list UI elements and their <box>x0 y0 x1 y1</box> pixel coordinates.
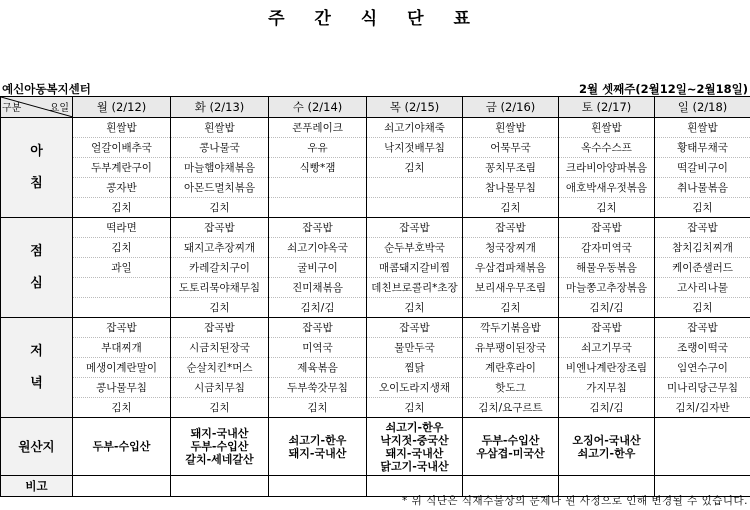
menu-cell: 가지무침 <box>559 378 655 398</box>
menu-cell: 조랭이떡국 <box>655 338 750 358</box>
menu-cell: 찜닭 <box>367 358 463 378</box>
menu-cell: 김치 <box>73 398 171 418</box>
menu-cell: 쇠고기무국 <box>559 338 655 358</box>
menu-cell: 김치 <box>655 298 750 318</box>
origin-cell <box>367 418 463 476</box>
meal-row <box>1 398 750 418</box>
menu-cell: 김치 <box>269 398 367 418</box>
day-header: 수 (2/14) <box>269 97 367 118</box>
origin-line: 돼지-국내산 <box>385 446 444 460</box>
menu-cell: 낙지젓배무침 <box>367 138 463 158</box>
menu-cell: 흰쌀밥 <box>171 118 269 138</box>
menu-cell: 케이준샐러드 <box>655 258 750 278</box>
menu-cell: 크라비아양파볶음 <box>559 158 655 178</box>
meal-row <box>1 318 750 338</box>
menu-cell: 잡곡밥 <box>463 218 559 238</box>
menu-cell: 김치/김자반 <box>655 398 750 418</box>
week-range: 2월 셋째주(2월12일~2월18일) <box>578 82 748 96</box>
menu-cell <box>269 178 367 198</box>
origin-line: 돼지-국내산 <box>190 427 249 440</box>
organization-name: 예신아동복지센터 <box>2 82 91 96</box>
origin-cell <box>559 418 655 476</box>
menu-cell: 쇠고기야옥국 <box>269 238 367 258</box>
day-header: 토 (2/17) <box>559 97 655 118</box>
menu-cell: 애호박새우젓볶음 <box>559 178 655 198</box>
menu-cell: 비엔나계란장조림 <box>559 358 655 378</box>
note-cell <box>269 476 367 497</box>
menu-cell: 잡곡밥 <box>367 218 463 238</box>
menu-cell: 김치/김 <box>269 298 367 318</box>
origin-row <box>1 418 750 476</box>
menu-cell: 흰쌀밥 <box>559 118 655 138</box>
meal-row <box>1 278 750 298</box>
origin-line: 오징어-국내산 <box>572 433 641 447</box>
menu-cell: 잡곡밥 <box>655 218 750 238</box>
day-header: 금 (2/16) <box>463 97 559 118</box>
origin-label: 원산지 <box>1 418 73 476</box>
menu-cell: 부대찌개 <box>73 338 171 358</box>
menu-cell: 잡곡밥 <box>171 318 269 338</box>
menu-cell: 식빵*잼 <box>269 158 367 178</box>
meal-row <box>1 118 750 138</box>
meal-row <box>1 358 750 378</box>
menu-cell: 깍두기볶음밥 <box>463 318 559 338</box>
origin-line: 쇠고기-한우 <box>288 433 347 447</box>
menu-cell: 메생이계란말이 <box>73 358 171 378</box>
menu-cell: 옥수수스프 <box>559 138 655 158</box>
meal-row <box>1 298 750 318</box>
menu-cell: 오이도라지생채 <box>367 378 463 398</box>
menu-cell: 시금치무침 <box>171 378 269 398</box>
menu-cell: 진미채볶음 <box>269 278 367 298</box>
meal-row <box>1 258 750 278</box>
menu-cell: 김치 <box>655 198 750 218</box>
menu-cell: 흰쌀밥 <box>463 118 559 138</box>
menu-cell: 고사리나물 <box>655 278 750 298</box>
origin-cell <box>655 418 750 476</box>
meal-label: 아 침 <box>1 118 73 218</box>
menu-cell: 참치김치찌개 <box>655 238 750 258</box>
menu-cell: 잡곡밥 <box>559 318 655 338</box>
menu-cell <box>367 178 463 198</box>
menu-cell: 아몬드멸치볶음 <box>171 178 269 198</box>
origin-cell <box>171 418 269 476</box>
menu-cell: 잡곡밥 <box>171 218 269 238</box>
menu-cell: 잡곡밥 <box>73 318 171 338</box>
menu-cell: 김치 <box>463 198 559 218</box>
menu-cell: 계란후라이 <box>463 358 559 378</box>
origin-line: 돼지-국내산 <box>288 446 347 460</box>
menu-cell: 잡곡밥 <box>269 218 367 238</box>
menu-cell: 김치/요구르트 <box>463 398 559 418</box>
meal-row <box>1 238 750 258</box>
menu-cell: 흰쌀밥 <box>655 118 750 138</box>
menu-cell: 매콤돼지갈비찜 <box>367 258 463 278</box>
meal-row <box>1 158 750 178</box>
menu-cell: 두부쑥갓무침 <box>269 378 367 398</box>
day-header: 일 (2/18) <box>655 97 750 118</box>
menu-cell <box>269 198 367 218</box>
corner-right-label: 요일 <box>49 103 69 114</box>
menu-cell: 김치 <box>463 298 559 318</box>
menu-cell: 김치 <box>171 398 269 418</box>
menu-cell: 꽁치무조림 <box>463 158 559 178</box>
menu-cell: 핫도그 <box>463 378 559 398</box>
note-cell <box>171 476 269 497</box>
menu-cell <box>367 198 463 218</box>
menu-cell <box>73 298 171 318</box>
meal-label: 점 심 <box>1 218 73 318</box>
origin-cell <box>269 418 367 476</box>
origin-line: 쇠고기-한우 <box>385 420 444 434</box>
menu-cell: 떡라면 <box>73 218 171 238</box>
menu-table <box>0 96 750 497</box>
origin-line: 우삼겹-미국산 <box>476 446 545 460</box>
menu-cell: 김치 <box>73 198 171 218</box>
menu-cell: 흰쌀밥 <box>73 118 171 138</box>
menu-cell: 임연수구이 <box>655 358 750 378</box>
menu-cell: 잡곡밥 <box>367 318 463 338</box>
menu-cell: 미역국 <box>269 338 367 358</box>
origin-line: 쇠고기-한우 <box>577 446 636 460</box>
menu-cell: 카레갈치구이 <box>171 258 269 278</box>
meal-label: 저 녁 <box>1 318 73 418</box>
menu-cell: 쇠고기야채죽 <box>367 118 463 138</box>
menu-cell: 제육볶음 <box>269 358 367 378</box>
page-title: 주 간 식 단 표 <box>268 9 482 29</box>
menu-cell: 콩자반 <box>73 178 171 198</box>
note-label: 비고 <box>1 476 73 497</box>
origin-line: 낙지젓-중국산 <box>380 433 449 447</box>
menu-cell: 황태무채국 <box>655 138 750 158</box>
menu-cell: 우유 <box>269 138 367 158</box>
origin-line: 두부-수입산 <box>92 440 151 453</box>
menu-cell: 보리새우무조림 <box>463 278 559 298</box>
menu-cell: 순두부호박국 <box>367 238 463 258</box>
menu-cell: 순살치킨*머스 <box>171 358 269 378</box>
menu-cell: 유부팽이된장국 <box>463 338 559 358</box>
note-cell <box>73 476 171 497</box>
menu-cell: 돼지고추장찌개 <box>171 238 269 258</box>
menu-cell: 김치 <box>73 238 171 258</box>
menu-cell: 시금치된장국 <box>171 338 269 358</box>
origin-line: 갈치-세네갈산 <box>185 453 254 466</box>
menu-cell: 김치 <box>171 298 269 318</box>
menu-cell: 도토리묵야채무침 <box>171 278 269 298</box>
corner-left-label: 구분 <box>2 103 22 114</box>
menu-cell: 우삼겹파채볶음 <box>463 258 559 278</box>
origin-line: 두부-수입산 <box>481 433 540 447</box>
menu-cell: 김치 <box>171 198 269 218</box>
menu-cell: 해물우동볶음 <box>559 258 655 278</box>
menu-cell: 떡갈비구이 <box>655 158 750 178</box>
origin-line: 닭고기-국내산 <box>380 459 449 473</box>
menu-cell: 김치/김 <box>559 398 655 418</box>
meal-row <box>1 218 750 238</box>
menu-cell: 김치 <box>367 158 463 178</box>
menu-cell: 김치 <box>367 398 463 418</box>
day-header: 목 (2/15) <box>367 97 463 118</box>
meal-row <box>1 338 750 358</box>
menu-cell: 참나물무침 <box>463 178 559 198</box>
header-row <box>1 97 750 118</box>
meal-row <box>1 198 750 218</box>
menu-cell: 미나리당근무침 <box>655 378 750 398</box>
menu-cell: 물만두국 <box>367 338 463 358</box>
menu-cell: 마늘쫑고추장볶음 <box>559 278 655 298</box>
menu-cell: 잡곡밥 <box>559 218 655 238</box>
menu-cell: 마늘햄야채볶음 <box>171 158 269 178</box>
meal-row <box>1 378 750 398</box>
menu-cell: 감자미역국 <box>559 238 655 258</box>
menu-cell: 굴비구이 <box>269 258 367 278</box>
menu-cell: 콩나물국 <box>171 138 269 158</box>
menu-cell: 콩나물무침 <box>73 378 171 398</box>
menu-cell <box>73 278 171 298</box>
menu-cell: 잡곡밥 <box>655 318 750 338</box>
day-header: 화 (2/13) <box>171 97 269 118</box>
menu-cell: 데친브로콜리*초장 <box>367 278 463 298</box>
menu-cell: 어묵무국 <box>463 138 559 158</box>
footer-note: * 위 식단은 식재수불상의 문제나 원 사정으로 인해 변경될 수 있습니다. <box>402 495 748 507</box>
menu-cell: 김치 <box>559 198 655 218</box>
menu-cell: 과일 <box>73 258 171 278</box>
menu-cell: 두부계란구이 <box>73 158 171 178</box>
corner-header <box>1 97 73 118</box>
day-header: 월 (2/12) <box>73 97 171 118</box>
menu-cell: 얼갈이배추국 <box>73 138 171 158</box>
meal-row <box>1 178 750 198</box>
menu-cell: 콘푸레이크 <box>269 118 367 138</box>
origin-cell <box>73 418 171 476</box>
meal-row <box>1 138 750 158</box>
menu-cell: 김치/김 <box>559 298 655 318</box>
menu-cell: 김치 <box>367 298 463 318</box>
origin-line: 두부-수입산 <box>190 440 249 453</box>
menu-cell: 잡곡밥 <box>269 318 367 338</box>
origin-cell <box>463 418 559 476</box>
menu-cell: 취나물볶음 <box>655 178 750 198</box>
menu-cell: 청국장찌개 <box>463 238 559 258</box>
